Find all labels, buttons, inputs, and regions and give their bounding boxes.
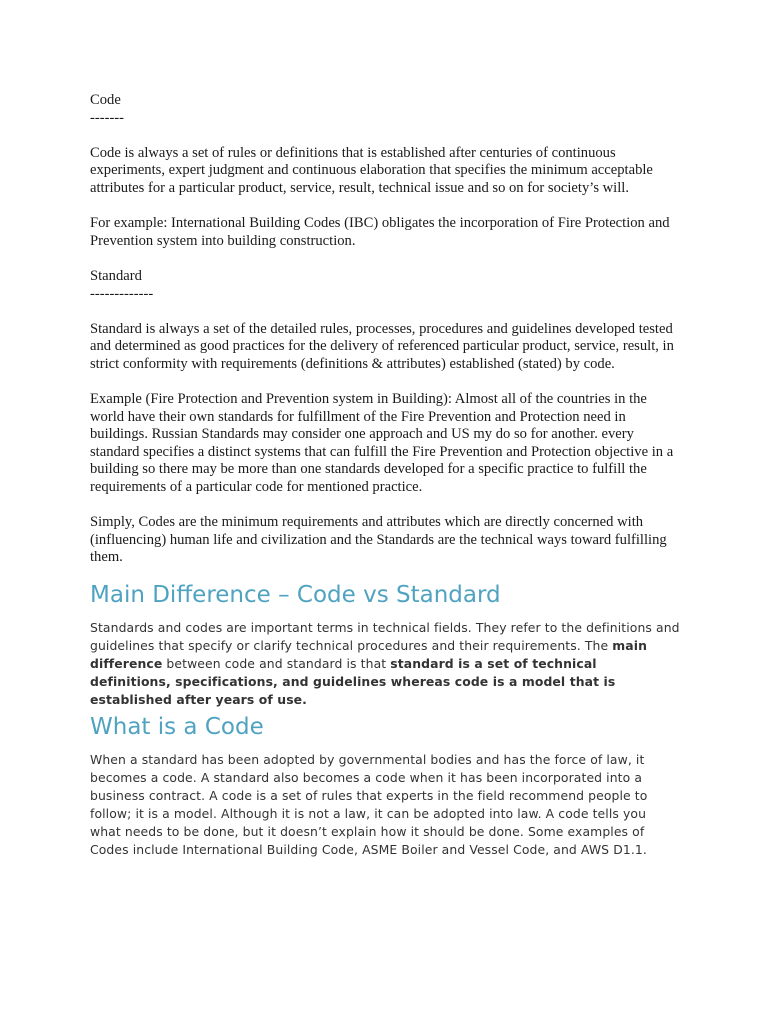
what-is-code-heading: What is a Code xyxy=(90,714,264,741)
main-difference-bold-term: main difference xyxy=(90,638,648,672)
main-difference-heading: Main Difference – Code vs Standard xyxy=(90,582,501,609)
code-title: Code xyxy=(90,92,121,108)
what-is-code-paragraph: When a standard has been adopted by governmental bodies and has the force of law, it becomes a code. A standard also becomes a code when it has been incorporated into a business contract. A code is a set of rules that experts in the field recommend people to follow; it is a model. Although it is not a law, it can be adopted into law. A code tells you what needs to be done, but it doesn’t explain how it should be done. Some examples of Codes include International Building Code, ASME Boiler and Vessel Code, and AWS D1.1. xyxy=(90,752,648,858)
spacer xyxy=(90,127,680,145)
standard-title: Standard xyxy=(90,267,142,284)
main-difference-middle: between code and standard is that xyxy=(162,656,391,672)
standard-example-paragraph: Example (Fire Protection and Prevention system in Building): Almost all of the countries in the world have their own standards for fulfillment of the Fire Prevention and Protection need in buildings. Russian Standards may consider one approach and US my do so for another. every standard specifies a distinct systems that can fulfill the Fire Prevention and Protection objective in a building so there may be more than one standards developed for a specific practice to fulfill the requirements of a particular code for mentioned practice. xyxy=(90,391,674,496)
spacer xyxy=(90,497,680,515)
summary-paragraph: Simply, Codes are the minimum requirements and attributes which are directly concerned with (influencing) human life and civilization and the Standards are the technical ways toward fulfilling them. xyxy=(90,514,667,566)
standard-underline: ------------- xyxy=(90,285,154,302)
standard-section xyxy=(90,268,680,567)
code-example-paragraph: For example: International Building Codes (IBC) obligates the incorporation of Fire Protection and Prevention system into building construction. xyxy=(90,215,670,249)
code-underline: ------- xyxy=(90,109,125,126)
spacer xyxy=(90,374,680,392)
standard-definition-paragraph: Standard is always a set of the detailed rules, processes, procedures and guidelines developed tested and determined as good practices for the delivery of referenced particular product, service, result, in strict conformity with requirements (definitions & attributes) established (stated) by code. xyxy=(90,320,674,372)
main-difference-intro: Standards and codes are important terms in technical fields. They refer to the definitions and guidelines that specify or clarify technical procedures and their requirements. The xyxy=(90,620,680,654)
code-definition-paragraph: Code is always a set of rules or definitions that is established after centuries of continuous experiments, expert judgment and continuous elaboration that specifies the minimum acceptable attributes for a particular product, service, result, technical issue and so on for society’s will. xyxy=(90,144,653,196)
document-page xyxy=(90,92,680,859)
main-difference-paragraph xyxy=(90,619,680,709)
main-difference-bold-statement: standard is a set of technical definitions, specifications, and guidelines whereas code is a model that is established after years of use. xyxy=(90,656,616,708)
spacer xyxy=(90,250,680,268)
code-section xyxy=(90,92,680,268)
spacer xyxy=(90,198,680,216)
spacer xyxy=(90,303,680,321)
